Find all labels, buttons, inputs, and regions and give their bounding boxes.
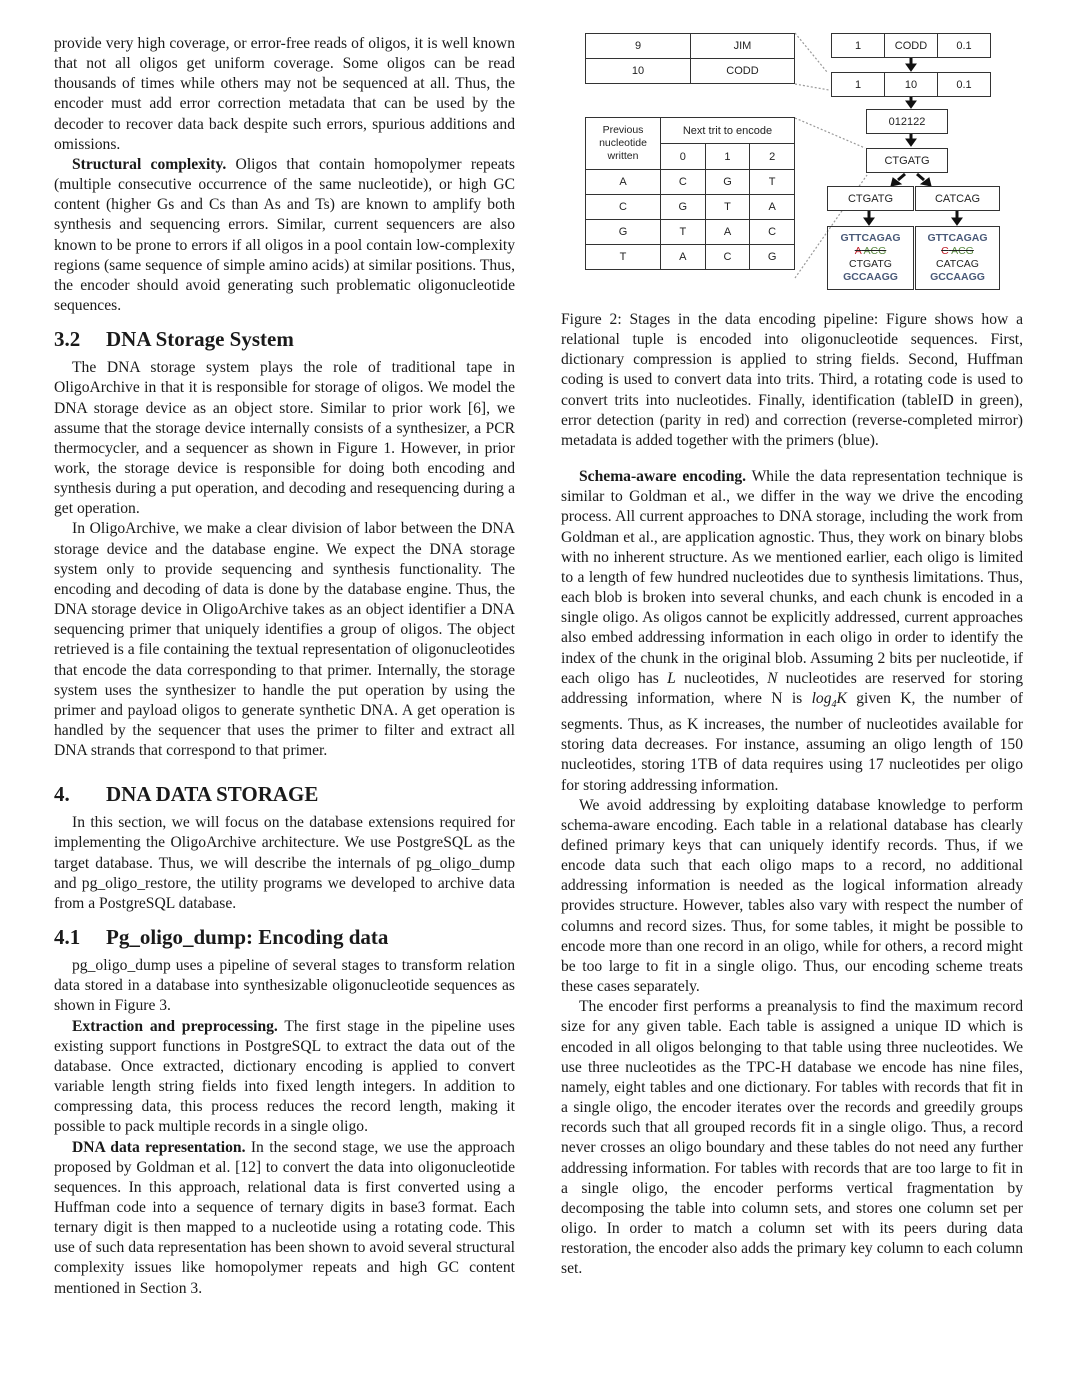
paragraph: pg_oligo_dump uses a pipeline of several stages to transform relation data stored in a database into synthesizable oligonucleotide sequences as shown in Figure 3.	[54, 957, 515, 1015]
paragraph-text: given K, the number of segments. Thus, as K increases, the number of nucleotides available for storing data decreases. For instance, assuming an oligo length of 150 nucleotides, storing 1TB of data requires using 17 nucleotides per oligo for storing addressing information.	[561, 689, 1023, 794]
run-in-heading: Structural complexity.	[72, 155, 227, 173]
math-var-N: N	[767, 669, 778, 687]
section-heading-4	[54, 781, 515, 807]
math-log: log	[811, 689, 832, 707]
section-title: Pg_oligo_dump: Encoding data	[106, 925, 389, 950]
paragraph: The DNA storage system plays the role of traditional tape in OligoArchive in that it is responsible for storage of oligos. We model the DNA storage device as an object store. Similar to prior work [6], we assume that the storage device internally consists of a synthesizer, a PCR thermocycler, and a sequencer as shown in Figure 1. However, in prior work, the storage device is responsible for doing both encoding and synthesis during a put operation, and decoding and resequencing during a get operation.	[54, 359, 515, 518]
tuple-cell: 1	[854, 78, 862, 91]
code-cell: A	[705, 220, 750, 245]
paragraph	[54, 1138, 515, 1299]
paragraph-text: The first stage in the pipeline uses existing support functions in PostgreSQL to extract the data out of the database. Once extracted, dictionary encoding is applied to convert variable length string fields into fixed length integers. In addition to compressing data, this process reduces the record length, making it possible to pack multiple records in a single oligo.	[54, 1017, 515, 1136]
code-cell: G	[705, 170, 750, 195]
primer-start: GTTCAGAG	[927, 232, 988, 244]
paragraph	[54, 155, 515, 316]
right-column	[561, 310, 1023, 1279]
parity-nucleotide: A	[854, 245, 862, 257]
tuple-cell: 1	[854, 39, 862, 52]
primer-end: GCCAAGG	[843, 271, 898, 283]
trit-header: 0	[661, 144, 706, 170]
header-previous-nucleotide: Previous nucleotide written	[586, 118, 661, 170]
code-cell: C	[750, 220, 795, 245]
section-heading-3-2	[54, 326, 515, 352]
run-in-heading: Extraction and preprocessing.	[72, 1017, 278, 1035]
math-log-base: 4	[831, 698, 837, 710]
tuple-cell: 0.1	[937, 34, 990, 57]
trit-header: 2	[750, 144, 795, 170]
figure-2-encoding-pipeline	[585, 30, 1005, 295]
paragraph: provide very high coverage, or error-free reads of oligos, it is well known that not all oligos get uniform coverage. Some oligos can be read thousands of times while others may not be sequenced at all. Thus, the encoder must add error correction metadata that can be used by the decoder to recover data back despite such errors, spurious additions and omissions.	[54, 35, 515, 153]
section-heading-4-1	[54, 924, 515, 950]
primer-start: GTTCAGAG	[840, 232, 901, 244]
paragraph	[54, 1017, 515, 1138]
tuple-cell: 10	[884, 73, 937, 96]
code-cell: A	[750, 195, 795, 220]
paragraph: In OligoArchive, we make a clear division of labor between the DNA storage device and the database engine. We expect the DNA storage system only to provide sequencing and synthesis functionality. The encoding and decoding of data is done by the database engine. Thus, the DNA storage device in OligoArchive takes as an object identifier a DNA sequencing primer that uniquely identifies a group of oligos. The object retrieved is a file containing the textual representation of oligonucleotides that encode the data corresponding to that primer. Internally, the storage system uses the synthesizer to handle the put operation by using the primer and payload oligos to generate synthetic DNA. A get operation is handled by the sequencer that uses the primer to filter and extract all DNA strands that correspond to that primer.	[54, 520, 515, 760]
dict-code: 9	[586, 34, 691, 59]
run-in-heading: Schema-aware encoding.	[579, 468, 747, 486]
rotating-code-table	[585, 117, 795, 270]
math-var-K: K	[836, 689, 847, 707]
code-cell: T	[661, 220, 706, 245]
table-id: ACG	[863, 245, 887, 257]
section-number: 4.	[54, 782, 70, 807]
prev-nucleotide: T	[586, 245, 661, 270]
dictionary-table	[585, 33, 795, 84]
prev-nucleotide: G	[586, 220, 661, 245]
code-cell: C	[661, 170, 706, 195]
code-cell: T	[750, 170, 795, 195]
parity-nucleotide: C	[941, 245, 949, 257]
section-title: DNA DATA STORAGE	[106, 782, 319, 807]
split-box-left: CTGATG	[827, 186, 914, 211]
paragraph: We avoid addressing by exploiting database knowledge to perform schema-aware encoding. Each table in a relational database has clearly defined primary keys that can uniquely identify records. Thus, if we encode data such that each oligo maps to a record, no additional addressing information is needed as the logical information already provides structure. However, tables also vary with respect the number of columns and record sizes. Thus, for some tables, it might be possible to encode more than one record in an oligo, while for others, a record might be too large to fit in a single oligo. Thus, our encoding scheme treats these cases separately.	[561, 796, 1023, 996]
dict-value: CODD	[691, 59, 795, 84]
code-cell: G	[661, 195, 706, 220]
tuple-cell: CODD	[884, 34, 937, 57]
nucleotides-box: CTGATG	[866, 148, 948, 173]
paragraph-text: nucleotides,	[675, 669, 768, 687]
header-next-trit: Next trit to encode	[661, 118, 795, 144]
dict-code: 10	[586, 59, 691, 84]
paragraph-text: nucleotides are reserved for storing addressing information, where N is	[561, 669, 1023, 707]
prev-nucleotide: C	[586, 195, 661, 220]
code-cell: C	[705, 245, 750, 270]
section-number: 3.2	[54, 327, 81, 352]
section-number: 4.1	[54, 925, 81, 950]
left-column	[54, 34, 515, 1299]
code-cell: T	[705, 195, 750, 220]
paragraph-text: Oligos that contain homopolymer repeats (multiple consecutive occurrence of the same nucleotide), or high GC content (higher Gs and Cs than As and Ts) are known to amplify both synthesis and sequencing errors. Similar, current sequencers are also known to be prone to errors if all oligos in a pool contain low-complexity regions (same sequence of simple amino acids) at similar positions. Thus, the encoder should avoid generating such problematic oligonucleotide sequences.	[54, 155, 515, 315]
trits-box: 012122	[866, 109, 948, 134]
prev-nucleotide: A	[586, 170, 661, 195]
oligo-sequence-right	[915, 226, 1000, 290]
tuple-compressed	[831, 72, 991, 97]
paragraph-text: While the data representation technique is similar to Goldman et al., we differ in the way we drive the encoding process. All current approaches to DNA storage, including the work from Goldman et al., are application agnostic. Thus, they work on binary blobs with no inherent structure. As we mentioned earlier, each oligo is limited to a length of few hundred nucleotides due to synthesis limitations. Thus, each blob is broken into several chunks, and each chunk is encoded in a single oligo. As oligos cannot be explicitly addressed, current approaches also embed addressing information in each oligo in order to identify the index of the chunk in the original blob. Assuming 2 bits per nucleotide, if each oligo has	[561, 468, 1023, 687]
run-in-heading: DNA data representation.	[72, 1138, 246, 1156]
paragraph-text: In the second stage, we use the approach proposed by Goldman et al. [12] to convert the data into oligonucleotide sequences. In this approach, relational data is first converted using a Huffman code into a sequence of ternary digits in base3 format. Each ternary digit is then mapped to a nucleotide using a rotating code. This use of such data representation has been shown to avoid several structural complexity issues like homopolymer repeats and high GC content mentioned in Section 3.	[54, 1138, 515, 1297]
payload: CATCAG	[936, 258, 979, 270]
oligo-sequence-left	[827, 226, 914, 290]
section-title: DNA Storage System	[106, 327, 294, 352]
tuple-original	[831, 33, 991, 58]
math-var-L: L	[667, 669, 676, 687]
trit-header: 1	[705, 144, 750, 170]
math-log4K	[811, 689, 847, 710]
table-id: ACG	[951, 245, 974, 257]
code-cell: A	[661, 245, 706, 270]
primer-end: GCCAAGG	[930, 271, 985, 283]
code-cell: G	[750, 245, 795, 270]
split-box-right: CATCAG	[915, 186, 1000, 211]
paragraph	[561, 467, 1023, 796]
figure-2-caption: Figure 2: Stages in the data encoding pipeline: Figure shows how a relational tuple is encoded into oligonucleotide sequences. First, dictionary compression is applied to string fields. Second, Huffman coding is used to convert data into trits. Third, a rotating code is used to convert trits into nucleotides. Finally, identification (tableID in green), error detection (parity in red) and correction (reverse-completed mirror) metadata is added together with the primers (blue).	[561, 311, 1023, 449]
paragraph: In this section, we will focus on the database extensions required for implementing the OligoArchive architecture. We use PostgreSQL as the target database. Thus, we will describe the internals of pg_oligo_dump and pg_oligo_restore, the utility programs we developed to archive data from a PostgreSQL database.	[54, 814, 515, 912]
tuple-cell: 0.1	[937, 73, 990, 96]
payload: CTGATG	[849, 258, 892, 270]
paragraph: The encoder first performs a preanalysis to find the maximum record size for any given table. Each table is assigned a unique ID which is encoded in all oligos belonging to that table using three nucleotides. We use three nucleotides as the TPC-H database we encode has nine files, namely, eight tables and one dictionary. For tables with records that fit in a single oligo, the encoder iterates over the records and greedily groups records such that all grouped records fit in a single oligo. Thus, a record never crosses an oligo boundary and these tables do not need any further addressing information. For tables with records that are too large to fit in a single oligo, the encoder performs vertical fragmentation by decomposing the table into column sets, and stores one column set per oligo. In order to match a column set with its peers during data restoration, the encoder also adds the primary key column to each column set.	[561, 998, 1023, 1278]
dict-value: JIM	[691, 34, 795, 59]
